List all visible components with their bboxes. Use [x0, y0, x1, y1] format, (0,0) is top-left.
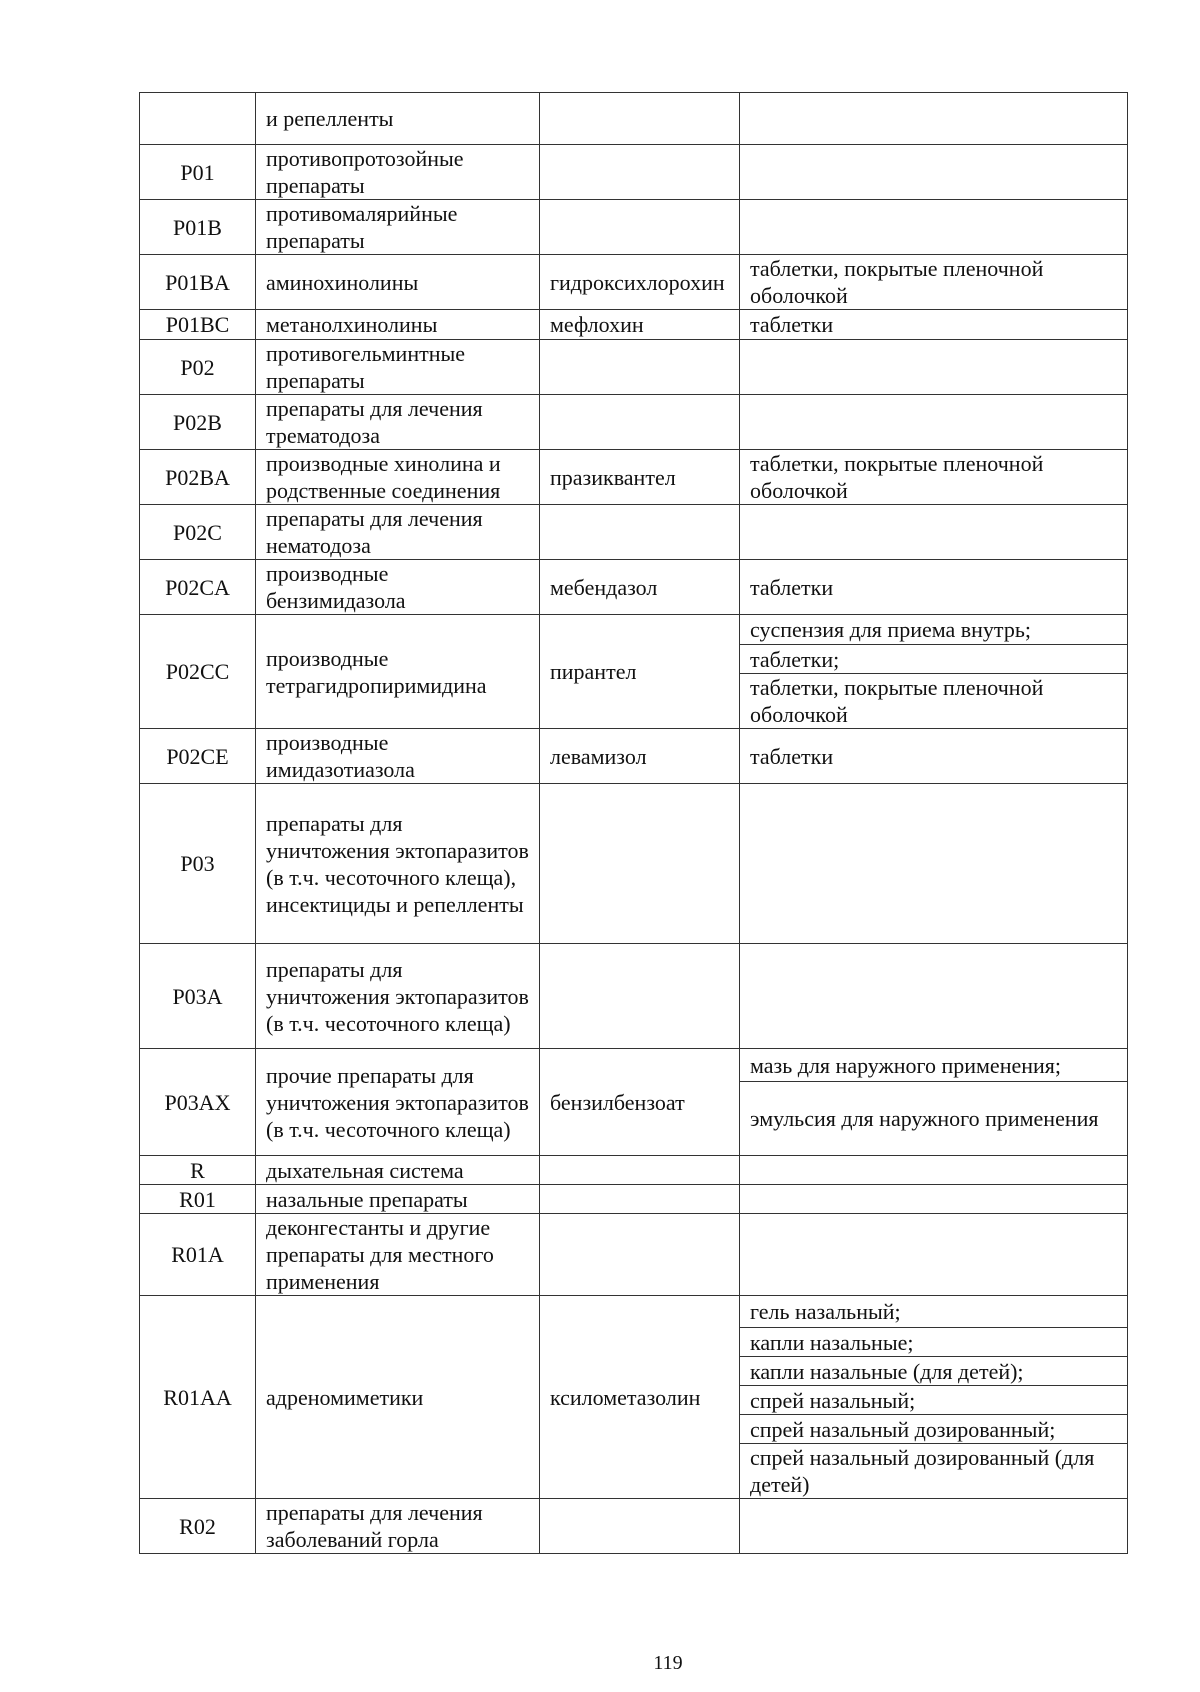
dosage-form: суспензия для приема внутрь;	[750, 617, 1031, 642]
dosage-form: таблетки	[750, 312, 834, 337]
atc-code-cell: P01BA	[140, 255, 256, 310]
table-row	[140, 1214, 1128, 1296]
dosage-form: таблетки, покрытые пленочной оболочкой	[750, 451, 1044, 503]
dosage-form: таблетки, покрытые пленочной оболочкой	[750, 256, 1044, 308]
atc-group-cell: препараты для уничтожения эктопаразитов (в т.ч. чесоточного клеща)	[256, 944, 540, 1049]
atc-code-cell	[140, 93, 256, 145]
dosage-form-cell	[740, 1499, 1128, 1554]
atc-group-cell: назальные препараты	[256, 1185, 540, 1214]
atc-code-cell: P02CE	[140, 729, 256, 784]
dosage-form: мазь для наружного применения;	[750, 1052, 1062, 1078]
dosage-form: таблетки, покрытые пленочной оболочкой	[740, 673, 1127, 728]
atc-group-cell: производные тетрагидропиримидина	[256, 615, 540, 729]
drug-name-cell: пирантел	[540, 615, 740, 729]
atc-group-cell: метанолхинолины	[256, 310, 540, 340]
dosage-form-cell	[740, 1156, 1128, 1185]
atc-group-cell: и репелленты	[256, 93, 540, 145]
atc-group-cell: адреномиметики	[256, 1296, 540, 1499]
table-row	[140, 310, 1128, 340]
table-row	[140, 615, 1128, 729]
dosage-form-cell	[740, 200, 1128, 255]
dosage-form: гель назальный;	[750, 1299, 901, 1324]
dosage-form-cell	[740, 93, 1128, 145]
dosage-form: таблетки;	[740, 644, 1127, 673]
atc-code-cell: P01	[140, 145, 256, 200]
table-row	[140, 93, 1128, 145]
dosage-form-cell	[740, 784, 1128, 944]
drug-name-cell: гидроксихлорохин	[540, 255, 740, 310]
page-number: 119	[653, 1652, 683, 1674]
atc-code-cell: R02	[140, 1499, 256, 1554]
atc-code-cell: P02	[140, 340, 256, 395]
table-row	[140, 729, 1128, 784]
atc-group-cell: аминохинолины	[256, 255, 540, 310]
drug-name-cell: левамизол	[540, 729, 740, 784]
dosage-form: таблетки	[750, 574, 834, 600]
atc-code-cell: P02B	[140, 395, 256, 450]
dosage-form-cell	[740, 340, 1128, 395]
drug-name-cell	[540, 505, 740, 560]
atc-group-cell: препараты для лечения нематодоза	[256, 505, 540, 560]
atc-group-cell: препараты для уничтожения эктопаразитов (в т.ч. чесоточного клеща), инсектициды и репелленты	[256, 784, 540, 944]
table-row	[140, 145, 1128, 200]
atc-group-cell: препараты для лечения трематодоза	[256, 395, 540, 450]
atc-group-cell: деконгестанты и другие препараты для местного применения	[256, 1214, 540, 1296]
table-row	[140, 944, 1128, 1049]
table-row	[140, 1296, 1128, 1499]
atc-group-cell: препараты для лечения заболеваний горла	[256, 1499, 540, 1554]
table-row	[140, 450, 1128, 505]
atc-group-cell: производные бензимидазола	[256, 560, 540, 615]
drug-name-cell	[540, 784, 740, 944]
atc-code-cell: R01A	[140, 1214, 256, 1296]
table-row	[140, 505, 1128, 560]
dosage-form-cell	[740, 560, 1128, 615]
atc-code-cell: P03AX	[140, 1049, 256, 1156]
drug-name-cell: мебендазол	[540, 560, 740, 615]
table-row	[140, 560, 1128, 615]
table-row	[140, 255, 1128, 310]
dosage-form: спрей назальный дозированный;	[740, 1414, 1127, 1443]
atc-code-cell: P01B	[140, 200, 256, 255]
dosage-form: спрей назальный;	[740, 1385, 1127, 1414]
drug-name-cell	[540, 93, 740, 145]
dosage-form-cell	[740, 450, 1128, 505]
drug-name-cell	[540, 200, 740, 255]
atc-code-cell: R	[140, 1156, 256, 1185]
dosage-form-cell	[740, 145, 1128, 200]
atc-code-cell: P02CC	[140, 615, 256, 729]
table-row	[140, 1049, 1128, 1156]
atc-group-cell: дыхательная система	[256, 1156, 540, 1185]
atc-code-cell: P02BA	[140, 450, 256, 505]
table-row	[140, 1499, 1128, 1554]
atc-code-cell: P03	[140, 784, 256, 944]
dosage-form: спрей назальный дозированный (для детей)	[740, 1443, 1127, 1498]
atc-group-cell: производные имидазотиазола	[256, 729, 540, 784]
dosage-form-cell	[740, 310, 1128, 340]
table-row	[140, 1156, 1128, 1185]
table-row	[140, 1185, 1128, 1214]
drug-name-cell	[540, 395, 740, 450]
drug-name-cell	[540, 1156, 740, 1185]
atc-code-cell: P03A	[140, 944, 256, 1049]
dosage-form: таблетки	[750, 743, 834, 769]
dosage-form-cell	[740, 395, 1128, 450]
dosage-form-cell	[740, 505, 1128, 560]
table-body	[140, 93, 1128, 1554]
atc-group-cell: противомалярийные препараты	[256, 200, 540, 255]
drug-list-table	[139, 92, 1128, 1554]
atc-code-cell: P02C	[140, 505, 256, 560]
table-row	[140, 784, 1128, 944]
atc-group-cell: прочие препараты для уничтожения эктопаразитов (в т.ч. чесоточного клеща)	[256, 1049, 540, 1156]
dosage-form: капли назальные;	[740, 1327, 1127, 1356]
dosage-form-cell	[740, 1049, 1128, 1156]
atc-code-cell: R01AA	[140, 1296, 256, 1499]
atc-group-cell: противопротозойные препараты	[256, 145, 540, 200]
drug-name-cell	[540, 145, 740, 200]
drug-name-cell: ксилометазолин	[540, 1296, 740, 1499]
atc-code-cell: P02CA	[140, 560, 256, 615]
table-row	[140, 200, 1128, 255]
atc-code-cell: P01BC	[140, 310, 256, 340]
atc-code-cell: R01	[140, 1185, 256, 1214]
dosage-form-cell	[740, 615, 1128, 729]
dosage-form-cell	[740, 255, 1128, 310]
atc-group-cell: противогельминтные препараты	[256, 340, 540, 395]
drug-name-cell	[540, 1499, 740, 1554]
drug-name-cell: празиквантел	[540, 450, 740, 505]
drug-name-cell	[540, 944, 740, 1049]
dosage-form: капли назальные (для детей);	[740, 1356, 1127, 1385]
dosage-form-cell	[740, 729, 1128, 784]
drug-name-cell: мефлохин	[540, 310, 740, 340]
drug-name-cell	[540, 1214, 740, 1296]
dosage-form-cell	[740, 1296, 1128, 1499]
dosage-form-cell	[740, 1214, 1128, 1296]
dosage-form-cell	[740, 944, 1128, 1049]
drug-name-cell	[540, 340, 740, 395]
dosage-form-cell	[740, 1185, 1128, 1214]
drug-name-cell: бензилбензоат	[540, 1049, 740, 1156]
table-row	[140, 340, 1128, 395]
atc-group-cell: производные хинолина и родственные соединения	[256, 450, 540, 505]
dosage-form: эмульсия для наружного применения	[740, 1081, 1127, 1155]
table-row	[140, 395, 1128, 450]
drug-name-cell	[540, 1185, 740, 1214]
